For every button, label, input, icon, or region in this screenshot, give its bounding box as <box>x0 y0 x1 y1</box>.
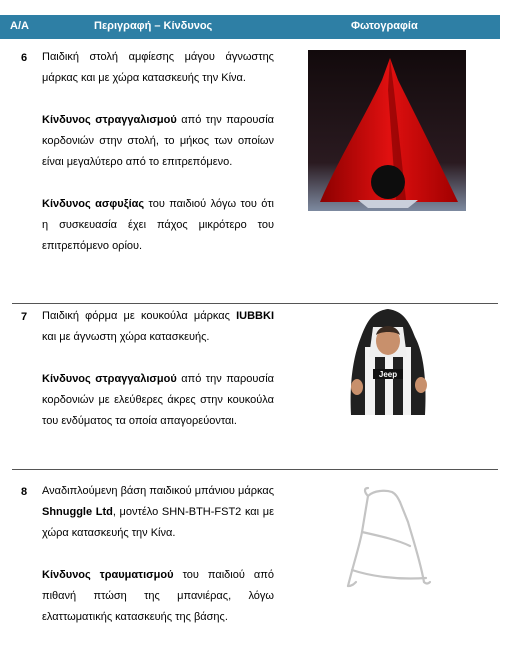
item-description: Παιδική φόρμα με κουκούλα μάρκας IUBBKI και με άγνωστη χώρα κατασκευής. <box>42 310 274 343</box>
jersey-text: Jeep <box>378 370 398 379</box>
brand-name: IUBBKI <box>236 310 274 322</box>
hazard-title: Κίνδυνος στραγγαλισμού <box>42 114 177 126</box>
hazard-title: Κίνδυνος τραυματισμού <box>42 569 174 581</box>
hazard-text: Κίνδυνος στραγγαλισμού από την παρουσία κορδονιών με ελεύθερες άκρες στην κουκούλα του ενδύματος τα οποία απαγορεύονται. <box>42 373 274 427</box>
header-photo: Φωτογραφία <box>351 20 418 32</box>
table-header <box>0 15 500 39</box>
row-description <box>42 481 274 628</box>
hazard-title: Κίνδυνος στραγγαλισμού <box>42 373 177 385</box>
row-divider <box>12 303 498 304</box>
header-description: Περιγραφή – Κίνδυνος <box>94 20 213 32</box>
hazard-text: Κίνδυνος τραυματισμού του παιδιού από πιθανή πτώση της μπανιέρας, λόγω ελαττωματικής κατασκευής της βάσης. <box>42 569 274 623</box>
row-number: 6 <box>21 52 28 64</box>
item-description: Παιδική στολή αμφίεσης μάγου άγνωστης μάρκας και με χώρα κατασκευής την Κίνα. <box>42 51 274 84</box>
row-description <box>42 306 274 432</box>
bath-stand-photo <box>340 482 440 590</box>
juventus-hoodie-photo <box>345 307 431 417</box>
brand-name: Shnuggle Ltd <box>42 506 113 518</box>
item-description: Αναδιπλούμενη βάση παιδικού μπάνιου μάρκας Shnuggle Ltd, μοντέλο SHN-BTH-FST2 και με χώρα κατασκευής την Κίνα. <box>42 485 275 539</box>
row-number: 8 <box>21 486 28 498</box>
hazard-text: Κίνδυνος ασφυξίας του παιδιού λόγω του ότι η συσκευασία έχει πάχος μικρότερο του επιτρεπόμενο ορίου. <box>42 198 274 252</box>
red-cape-costume-photo <box>308 50 466 211</box>
hazard-text: Κίνδυνος στραγγαλισμού από την παρουσία κορδονιών στην στολή, το μήκος των οποίων είναι μεγαλύτερο από το επιτρεπόμενο. <box>42 114 274 168</box>
row-divider <box>12 469 498 470</box>
row-number: 7 <box>21 311 28 323</box>
row-description <box>42 47 274 257</box>
hazard-title: Κίνδυνος ασφυξίας <box>42 198 145 210</box>
header-number: Α/Α <box>10 20 29 32</box>
